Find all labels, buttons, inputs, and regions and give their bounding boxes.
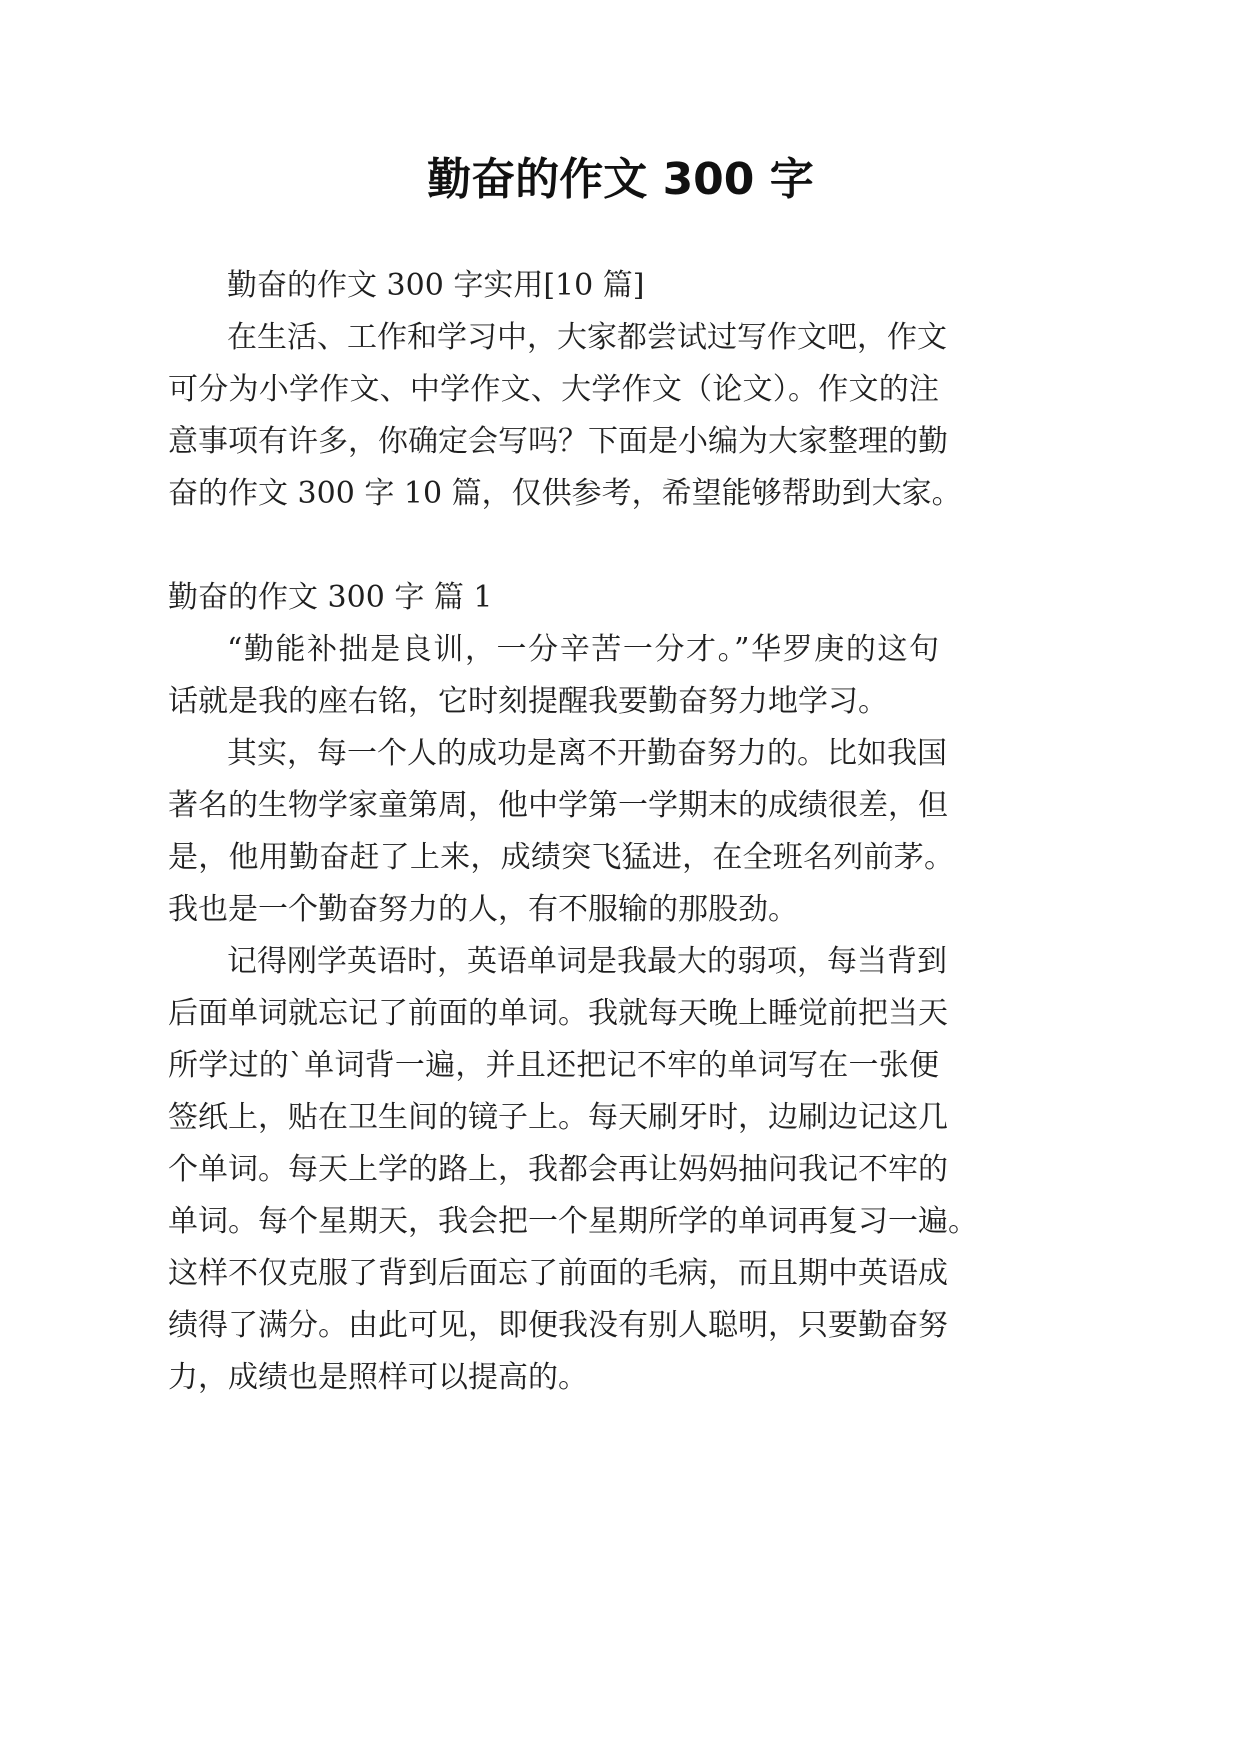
article-p2-line-4: 我也是一个勤奋努力的人，有不服输的那股劲。: [168, 892, 798, 927]
article-p3-line-2: 后面单词就忘记了前面的单词。我就每天晚上睡觉前把当天: [168, 996, 948, 1031]
intro-paragraph-line-4: 奋的作文 300 字 10 篇，仅供参考，希望能够帮助到大家。: [168, 476, 962, 511]
article-p3-line-8: 绩得了满分。由此可见，即便我没有别人聪明，只要勤奋努: [168, 1308, 948, 1343]
document-title: 勤奋的作文 300 字: [427, 154, 814, 205]
article-p1-line-2: 话就是我的座右铭，它时刻提醒我要勤奋努力地学习。: [168, 684, 888, 719]
article-p2-line-3: 是，他用勤奋赶了上来，成绩突飞猛进，在全班名列前茅。: [168, 840, 954, 875]
intro-paragraph-line-1: 在生活、工作和学习中，大家都尝试过写作文吧，作文: [227, 320, 947, 355]
intro-paragraph-line-3: 意事项有许多，你确定会写吗？下面是小编为大家整理的勤: [168, 424, 948, 459]
article-p2-line-2: 著名的生物学家童第周，他中学第一学期末的成绩很差，但: [168, 788, 948, 823]
article-p3-line-6: 单词。每个星期天，我会把一个星期所学的单词再复习一遍。: [168, 1204, 978, 1239]
article-p3-line-9: 力，成绩也是照样可以提高的。: [168, 1360, 588, 1395]
article-p3-line-5: 个单词。每天上学的路上，我都会再让妈妈抽问我记不牢的: [168, 1152, 948, 1187]
article-heading: 勤奋的作文 300 字 篇 1: [168, 580, 493, 615]
article-p1-line-1: “勤能补拙是良训，一分辛苦一分才。”华罗庚的这句: [227, 632, 939, 667]
article-p3-line-7: 这样不仅克服了背到后面忘了前面的毛病，而且期中英语成: [168, 1256, 948, 1291]
intro-subtitle: 勤奋的作文 300 字实用[10 篇]: [227, 268, 645, 303]
article-p3-line-1: 记得刚学英语时，英语单词是我最大的弱项，每当背到: [227, 944, 947, 979]
intro-paragraph-line-2: 可分为小学作文、中学作文、大学作文（论文）。作文的注: [168, 372, 939, 407]
article-p2-line-1: 其实，每一个人的成功是离不开勤奋努力的。比如我国: [227, 736, 947, 771]
article-p3-line-4: 签纸上，贴在卫生间的镜子上。每天刷牙时，边刷边记这几: [168, 1100, 948, 1135]
article-p3-line-3: 所学过的`单词背一遍，并且还把记不牢的单词写在一张便: [168, 1048, 939, 1083]
